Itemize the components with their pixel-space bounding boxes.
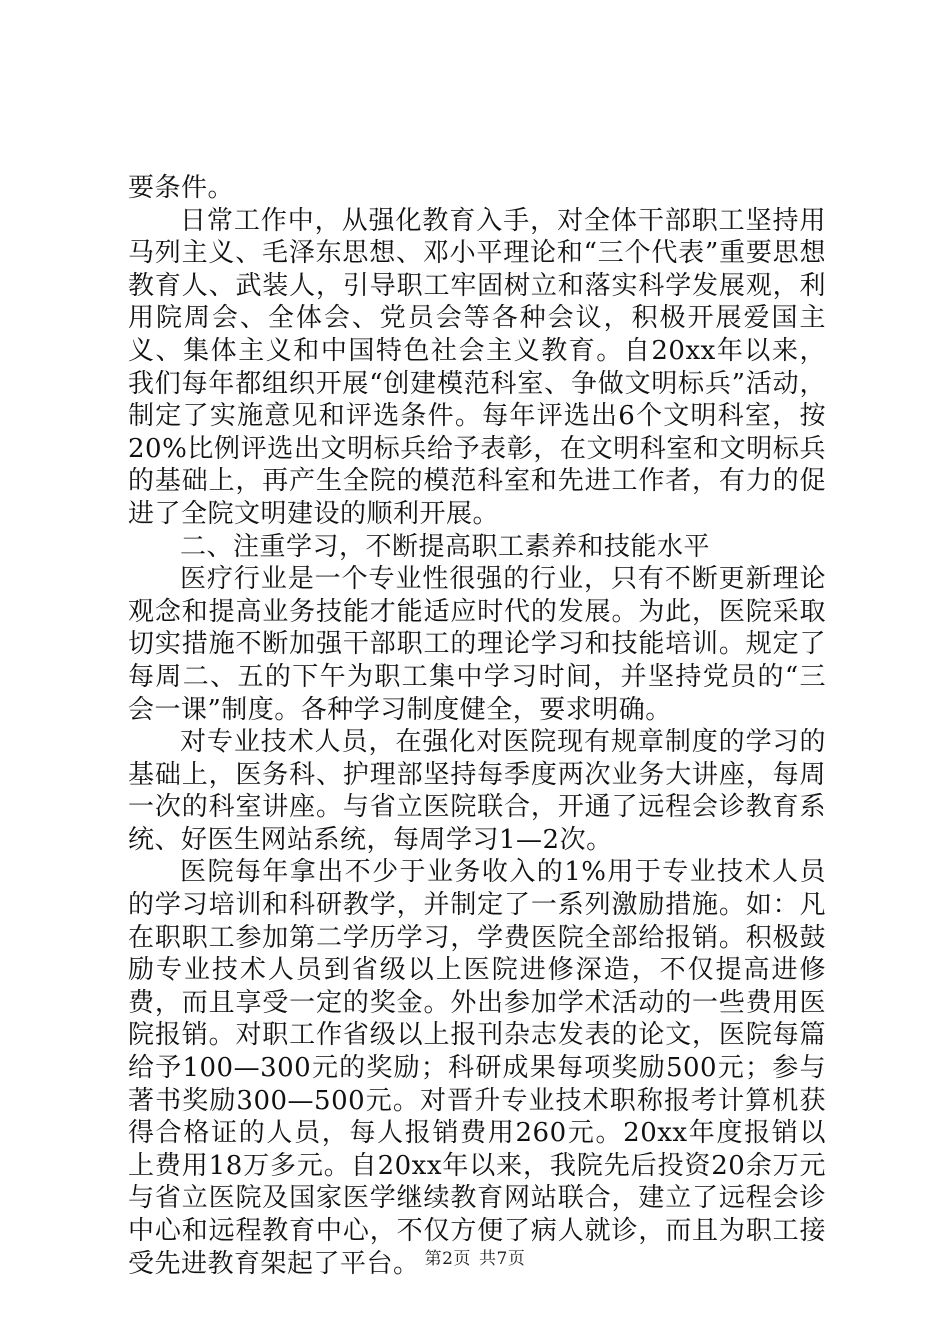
- page-footer: [0, 1244, 950, 1269]
- section-heading: 二、注重学习，不断提高职工素养和技能水平: [180, 531, 711, 562]
- paragraph-0: 要条件。: [128, 173, 235, 203]
- page-number-total: 共7页: [479, 1249, 526, 1269]
- document-body: [128, 172, 826, 1280]
- page-number-current: 第2页: [424, 1249, 471, 1269]
- paragraph-4: 对专业技术人员，在强化对医院现有规章制度的学习的基础上，医务科、护理部坚持每季度两次业务大讲座，每周一次的科室讲座。与省立医院联合，开通了远程会诊教育系统、好医生网站系统，每周学习1—2次。: [128, 727, 826, 855]
- paragraph-3: 医疗行业是一个专业性很强的行业，只有不断更新理论观念和提高业务技能才能适应时代的发展。为此，医院采取切实措施不断加强干部职工的理论学习和技能培训。规定了每周二、五的下午为职工集中学习时间，并坚持党员的“三会一课”制度。各种学习制度健全，要求明确。: [128, 564, 826, 725]
- paragraph-5: 医院每年拿出不少于业务收入的1%用于专业技术人员的学习培训和科研教学，并制定了一系列激励措施。如：凡在职职工参加第二学历学习，学费医院全部给报销。积极鼓励专业技术人员到省级以上医院进修深造，不仅提高进修费，而且享受一定的奖金。外出参加学术活动的一些费用医院报销。对职工作省级以上报刊杂志发表的论文，医院每篇给予100—300元的奖励；科研成果每项奖励500元；参与著书奖励300—500元。对晋升专业技术职称报考计算机获得合格证的人员，每人报销费用260元。20xx年度报销以上费用18万多元。自20xx年以来，我院先后投资20余万元与省立医院及国家医学继续教育网站联合，建立了远程会诊中心和远程教育中心，不仅方便了病人就诊，而且为职工接受先进教育架起了平台。: [128, 857, 826, 1279]
- paragraph-1: 日常工作中，从强化教育入手，对全体干部职工坚持用马列主义、毛泽东思想、邓小平理论和“三个代表”重要思想教育人、武装人，引导职工牢固树立和落实科学发展观，利用院周会、全体会、党员会等各种会议，积极开展爱国主义、集体主义和中国特色社会主义教育。自20xx年以来，我们每年都组织开展“创建模范科室、争做文明标兵”活动，制定了实施意见和评选条件。每年评选出6个文明科室，按20%比例评选出文明标兵给予表彰，在文明科室和文明标兵的基础上，再产生全院的模范科室和先进工作者，有力的促进了全院文明建设的顺利开展。: [128, 205, 826, 529]
